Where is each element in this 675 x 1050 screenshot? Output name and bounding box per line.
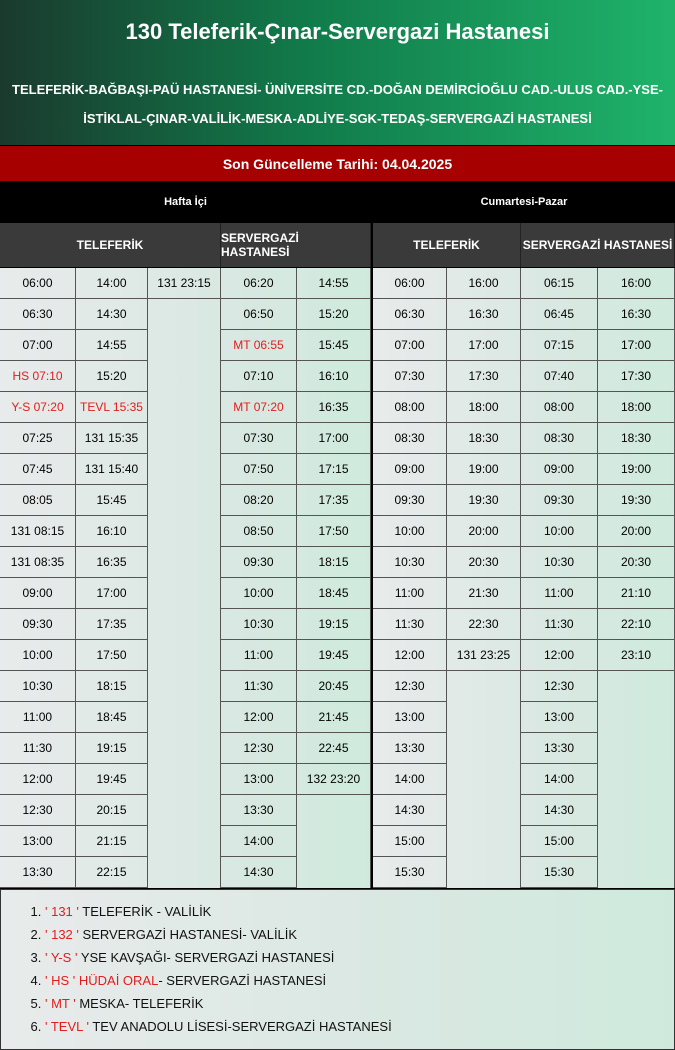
time-cell: 17:50 <box>297 516 371 547</box>
time-cell <box>148 578 221 609</box>
time-cell: 14:30 <box>221 857 297 888</box>
time-cell <box>598 733 675 764</box>
time-cell: 19:15 <box>297 609 371 640</box>
time-cell: 21:10 <box>598 578 675 609</box>
time-cell <box>148 423 221 454</box>
page-title: 130 Teleferik-Çınar-Servergazi Hastanesi <box>0 0 675 64</box>
weekend-timetable <box>373 268 675 888</box>
time-cell: 13:30 <box>221 795 297 826</box>
time-cell: 09:00 <box>0 578 76 609</box>
time-cell: 15:20 <box>76 361 148 392</box>
time-cell: 131 08:15 <box>0 516 76 547</box>
time-cell: 16:10 <box>76 516 148 547</box>
time-cell: 19:30 <box>447 485 521 516</box>
legend-item <box>45 900 674 923</box>
time-cell: 06:00 <box>373 268 447 299</box>
time-cell: 11:30 <box>373 609 447 640</box>
time-cell: 11:30 <box>0 733 76 764</box>
time-cell: 07:40 <box>521 361 598 392</box>
time-cell: 17:35 <box>297 485 371 516</box>
time-cell: 08:30 <box>521 423 598 454</box>
time-cell: 19:00 <box>598 454 675 485</box>
time-cell: 21:45 <box>297 702 371 733</box>
time-cell: 06:30 <box>0 299 76 330</box>
time-cell: 14:30 <box>373 795 447 826</box>
time-cell: 19:45 <box>76 764 148 795</box>
legend-text: TEV ANADOLU LİSESİ-SERVERGAZİ HASTANESİ <box>88 1019 392 1034</box>
time-cell <box>297 826 371 857</box>
time-cell: 10:00 <box>221 578 297 609</box>
time-cell: 12:00 <box>521 640 598 671</box>
time-cell: Y-S 07:20 <box>0 392 76 423</box>
time-cell: 10:00 <box>373 516 447 547</box>
time-cell: MT 07:20 <box>221 392 297 423</box>
time-cell: 07:50 <box>221 454 297 485</box>
time-cell: 12:00 <box>221 702 297 733</box>
time-cell: 10:30 <box>373 547 447 578</box>
time-cell: 11:00 <box>373 578 447 609</box>
time-cell <box>148 764 221 795</box>
time-cell: 18:45 <box>297 578 371 609</box>
time-cell: 18:45 <box>76 702 148 733</box>
time-cell: 18:30 <box>598 423 675 454</box>
time-cell: 22:10 <box>598 609 675 640</box>
time-cell <box>148 857 221 888</box>
time-cell: 11:00 <box>521 578 598 609</box>
time-cell: 16:00 <box>447 268 521 299</box>
time-cell: 17:00 <box>297 423 371 454</box>
time-cell: 19:45 <box>297 640 371 671</box>
time-cell: 17:50 <box>76 640 148 671</box>
time-cell: MT 06:55 <box>221 330 297 361</box>
time-cell: 09:30 <box>0 609 76 640</box>
time-cell <box>148 361 221 392</box>
time-cell: 06:45 <box>521 299 598 330</box>
time-cell: 15:30 <box>521 857 598 888</box>
time-cell: 18:30 <box>447 423 521 454</box>
legend-item <box>45 992 674 1015</box>
time-cell: 10:00 <box>0 640 76 671</box>
time-cell <box>447 826 521 857</box>
weekend-teleferik-header: TELEFERİK <box>373 223 521 267</box>
time-cell: 07:30 <box>373 361 447 392</box>
time-cell <box>447 764 521 795</box>
time-cell: 14:55 <box>297 268 371 299</box>
time-cell: 13:00 <box>221 764 297 795</box>
time-cell: 20:00 <box>447 516 521 547</box>
time-cell <box>148 640 221 671</box>
legend-text: MESKA- TELEFERİK <box>75 996 204 1011</box>
time-cell: 16:35 <box>297 392 371 423</box>
time-cell: 06:15 <box>521 268 598 299</box>
weekday-section-header: Hafta İçi <box>0 183 371 221</box>
time-cell: 16:35 <box>76 547 148 578</box>
time-cell <box>447 671 521 702</box>
time-cell <box>297 795 371 826</box>
time-cell: 18:00 <box>598 392 675 423</box>
time-cell: 18:15 <box>297 547 371 578</box>
legend-code: ' Y-S ' <box>45 950 78 965</box>
time-cell: 17:30 <box>598 361 675 392</box>
legend-text: TELEFERİK - VALİLİK <box>78 904 212 919</box>
time-cell: 19:15 <box>76 733 148 764</box>
time-cell: 12:00 <box>373 640 447 671</box>
time-cell: 131 23:25 <box>447 640 521 671</box>
time-cell <box>148 330 221 361</box>
route-line-2: İSTİKLAL-ÇINAR-VALİLİK-MESKA-ADLİYE-SGK-TEDAŞ-SERVERGAZİ HASTANESİ <box>83 111 592 126</box>
time-cell: 23:10 <box>598 640 675 671</box>
time-cell: 14:30 <box>76 299 148 330</box>
time-cell: 21:30 <box>447 578 521 609</box>
time-cell <box>148 454 221 485</box>
time-cell <box>598 826 675 857</box>
time-cell: 18:00 <box>447 392 521 423</box>
time-cell: 19:00 <box>447 454 521 485</box>
legend-item <box>45 1015 674 1038</box>
time-cell: 13:30 <box>373 733 447 764</box>
weekday-servergazi-header: SERVERGAZİ HASTANESİ <box>221 223 371 267</box>
time-cell: 14:00 <box>521 764 598 795</box>
time-cell <box>447 733 521 764</box>
time-cell: 15:20 <box>297 299 371 330</box>
time-cell: 16:00 <box>598 268 675 299</box>
time-cell <box>148 299 221 330</box>
time-cell: 07:15 <box>521 330 598 361</box>
time-cell: 19:30 <box>598 485 675 516</box>
time-cell: 20:30 <box>447 547 521 578</box>
time-cell <box>148 547 221 578</box>
time-cell: 12:30 <box>373 671 447 702</box>
time-cell <box>148 392 221 423</box>
time-cell: 08:30 <box>373 423 447 454</box>
time-cell: 12:30 <box>521 671 598 702</box>
time-cell: 14:55 <box>76 330 148 361</box>
time-cell: 11:30 <box>521 609 598 640</box>
time-cell: 12:30 <box>221 733 297 764</box>
time-cell <box>598 795 675 826</box>
time-cell: 09:00 <box>521 454 598 485</box>
time-cell: 07:00 <box>0 330 76 361</box>
time-cell: 08:50 <box>221 516 297 547</box>
time-cell: 15:45 <box>297 330 371 361</box>
time-cell: 09:30 <box>221 547 297 578</box>
time-cell: 15:30 <box>373 857 447 888</box>
time-cell: 20:45 <box>297 671 371 702</box>
route-description <box>0 63 675 145</box>
time-cell: 20:00 <box>598 516 675 547</box>
legend-code: ' 131 ' <box>45 904 79 919</box>
time-cell <box>598 671 675 702</box>
legend-code: ' 132 ' <box>45 927 79 942</box>
time-cell <box>148 516 221 547</box>
time-cell: 12:30 <box>0 795 76 826</box>
time-cell: 10:30 <box>221 609 297 640</box>
time-cell <box>148 702 221 733</box>
time-cell <box>447 857 521 888</box>
time-cell: 17:00 <box>447 330 521 361</box>
time-cell: 22:30 <box>447 609 521 640</box>
time-cell: 07:10 <box>221 361 297 392</box>
section-divider <box>371 268 373 888</box>
legend-text: YSE KAVŞAĞI- SERVERGAZİ HASTANESİ <box>77 950 335 965</box>
time-cell: 15:00 <box>521 826 598 857</box>
time-cell: 08:20 <box>221 485 297 516</box>
time-cell: 131 08:35 <box>0 547 76 578</box>
time-cell: 131 15:40 <box>76 454 148 485</box>
legend-code: ' MT ' <box>45 996 76 1011</box>
time-cell: 07:30 <box>221 423 297 454</box>
time-cell: 132 23:20 <box>297 764 371 795</box>
time-cell: 11:00 <box>221 640 297 671</box>
time-cell: 13:00 <box>521 702 598 733</box>
legend-item <box>45 946 674 969</box>
time-cell: 16:30 <box>598 299 675 330</box>
time-cell <box>148 609 221 640</box>
time-cell: 13:00 <box>373 702 447 733</box>
time-cell: 14:00 <box>373 764 447 795</box>
time-cell: 16:30 <box>447 299 521 330</box>
legend <box>0 889 675 1050</box>
time-cell: 10:30 <box>0 671 76 702</box>
time-cell: 17:00 <box>76 578 148 609</box>
route-line-1: TELEFERİK-BAĞBAŞI-PAÜ HASTANESİ- ÜNİVERSİTE CD.-DOĞAN DEMİRCİOĞLU CAD.-ULUS CAD.-YSE- <box>12 82 663 97</box>
time-cell <box>447 702 521 733</box>
time-cell: 12:00 <box>0 764 76 795</box>
time-cell: 09:30 <box>521 485 598 516</box>
time-cell <box>598 857 675 888</box>
time-cell: 17:30 <box>447 361 521 392</box>
time-cell <box>148 826 221 857</box>
time-cell: 22:15 <box>76 857 148 888</box>
time-cell: 17:15 <box>297 454 371 485</box>
weekend-section-header: Cumartesi-Pazar <box>373 183 675 221</box>
legend-code: ' HS ' HÜDAİ ORAL <box>45 973 159 988</box>
time-cell: 06:50 <box>221 299 297 330</box>
weekend-servergazi-header: SERVERGAZİ HASTANESİ <box>521 223 675 267</box>
time-cell: 15:45 <box>76 485 148 516</box>
time-cell: 21:15 <box>76 826 148 857</box>
legend-item <box>45 969 674 992</box>
time-cell: 13:30 <box>521 733 598 764</box>
weekday-timetable <box>0 268 371 888</box>
time-cell: 06:30 <box>373 299 447 330</box>
time-cell: 13:30 <box>0 857 76 888</box>
weekday-teleferik-header: TELEFERİK <box>0 223 221 267</box>
time-cell <box>598 702 675 733</box>
time-cell: 09:30 <box>373 485 447 516</box>
time-cell: 14:30 <box>521 795 598 826</box>
time-cell: 20:30 <box>598 547 675 578</box>
time-cell: 22:45 <box>297 733 371 764</box>
time-cell: 07:45 <box>0 454 76 485</box>
time-cell: 11:30 <box>221 671 297 702</box>
legend-code: ' TEVL ' <box>45 1019 89 1034</box>
time-cell: 14:00 <box>221 826 297 857</box>
time-cell: 08:00 <box>521 392 598 423</box>
time-cell: TEVL 15:35 <box>76 392 148 423</box>
time-cell: 09:00 <box>373 454 447 485</box>
legend-text: - SERVERGAZİ HASTANESİ <box>158 973 327 988</box>
time-cell <box>447 795 521 826</box>
time-cell: 20:15 <box>76 795 148 826</box>
time-cell: 18:15 <box>76 671 148 702</box>
time-cell <box>148 795 221 826</box>
time-cell <box>598 764 675 795</box>
time-cell: 17:35 <box>76 609 148 640</box>
time-cell: 131 23:15 <box>148 268 221 299</box>
time-cell <box>297 857 371 888</box>
time-cell: 15:00 <box>373 826 447 857</box>
time-cell: 06:00 <box>0 268 76 299</box>
time-cell: 08:00 <box>373 392 447 423</box>
time-cell: 10:30 <box>521 547 598 578</box>
time-cell: 10:00 <box>521 516 598 547</box>
legend-item <box>45 923 674 946</box>
legend-text: SERVERGAZİ HASTANESİ- VALİLİK <box>78 927 298 942</box>
time-cell <box>148 485 221 516</box>
time-cell: 08:05 <box>0 485 76 516</box>
time-cell: 11:00 <box>0 702 76 733</box>
time-cell: 13:00 <box>0 826 76 857</box>
time-cell: 07:00 <box>373 330 447 361</box>
time-cell: 131 15:35 <box>76 423 148 454</box>
last-updated-banner: Son Güncelleme Tarihi: 04.04.2025 <box>0 146 675 181</box>
time-cell: 17:00 <box>598 330 675 361</box>
time-cell: 06:20 <box>221 268 297 299</box>
time-cell: 14:00 <box>76 268 148 299</box>
time-cell: 07:25 <box>0 423 76 454</box>
time-cell <box>148 671 221 702</box>
time-cell <box>148 733 221 764</box>
time-cell: 16:10 <box>297 361 371 392</box>
time-cell: HS 07:10 <box>0 361 76 392</box>
